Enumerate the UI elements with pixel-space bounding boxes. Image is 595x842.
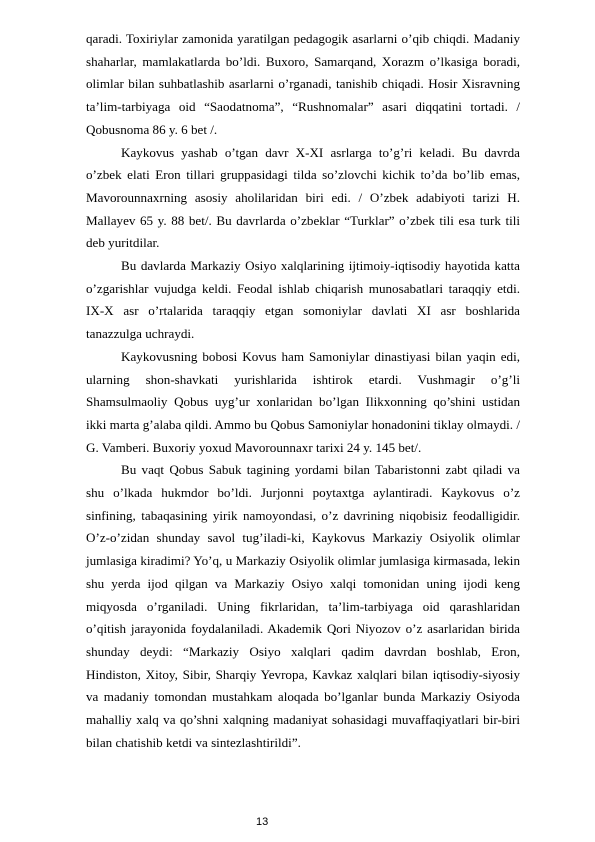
document-body [86,28,520,755]
paragraph-2: Kaykovus yashab o’tgan davr X-XI asrlarga to’g’ri keladi. Bu davrda o’zbek elati Eron tillari gruppasidagi tilda so’zlovchi kichik to’da bo’lib emas, Mavorounnaxrning asosiy aholilaridan biri edi. / O’zbek adabiyoti tarizi H. Mallayev 65 y. 88 bet/. Bu davrlarda o’zbeklar “Turklar” o’zbek tili esa turk tili deb yuritdilar. [86,144,520,251]
paragraph-4: Kaykovusning bobosi Kovus ham Samoniylar dinastiyasi bilan yaqin edi, ularning shon-shavkati yurishlarida ishtirok etardi. Vushmagir o’g’li Shamsulmaoliy Qobus uyg’ur xonlaridan bo’lgan Ilikxonning qo’shini ustidan ikki marta g’alaba qildi. Ammo bu Qobus Samoniylar honadonini tiklay olmaydi. / G. Vamberi. Buxoriy yoxud Mavorounnaxr tarixi 24 y. 145 bet/. [86,348,520,455]
paragraph-3: Bu davlarda Markaziy Osiyo xalqlarining ijtimoiy-iqtisodiy hayotida katta o’zgarishlar vujudga keldi. Feodal ishlab chiqarish munosabatlari taraqqiy etdi. IX-X asr o’rtalarida taraqqiy etgan somoniylar davlati XI asr boshlarida tanazzulga uchraydi. [86,258,520,342]
page-number: 13 [256,816,269,828]
paragraph-5: Bu vaqt Qobus Sabuk tagining yordami bilan Tabaristonni zabt qiladi va shu o’lkada hukmdor bo’ldi. Jurjonni poytaxtga aylantiradi. Kaykovus o’z sinfining, tabaqasining yirik namoyondasi, o’z davrining niqobisiz feodalligidir. O’z-o’zidan shunday savol tug’iladi-ki, Kaykovus Markaziy Osiyolik olimlar jumlasiga kiradimi? Yo’q, u Markaziy Osiyolik olimlar jumlasiga kirmasada, lekin shu yerda ijod qilgan va Markaziy Osiyo xalqi tomonidan uning ijodi keng miqyosda o’rganiladi. Uning fikrlaridan, ta’lim-tarbiyaga oid qarashlaridan o’qitish jarayonida foydalaniladi. Akademik Qori Niyozov o’z asarlaridan birida shunday deydi: “Markaziy Osiyo xalqlari qadim davrdan boshlab, Eron, Hindiston, Xitoy, Sibir, Sharqiy Yevropa, Kavkaz xalqlari bilan iqtisodiy-siyosiy va madaniy tomondan mustahkam aloqada bo’lganlar bunda Markaziy Osiyoda mahalliy xalq va qo’shni xalqning madaniyat sohasidagi muvaffaqiyatlari bir-biri bilan chatishib ketdi va sintezlashtirildi”. [86,462,520,750]
paragraph-1: qaradi. Toxiriylar zamonida yaratilgan pedagogik asarlarni o’qib chiqdi. Madaniy shaharlar, mamlakatlarda bo’ldi. Buxoro, Samarqand, Xorazm o’lkasiga boradi, olimlar bilan suhbatlashib asarlarni o’rganadi, tanishib chiqadi. Hosir Xisravning ta’lim-tarbiyaga oid “Saodatnoma”, “Rushnomalar” asari diqqatini tortadi. / Qobusnoma 86 y. 6 bet /. [86,31,520,137]
